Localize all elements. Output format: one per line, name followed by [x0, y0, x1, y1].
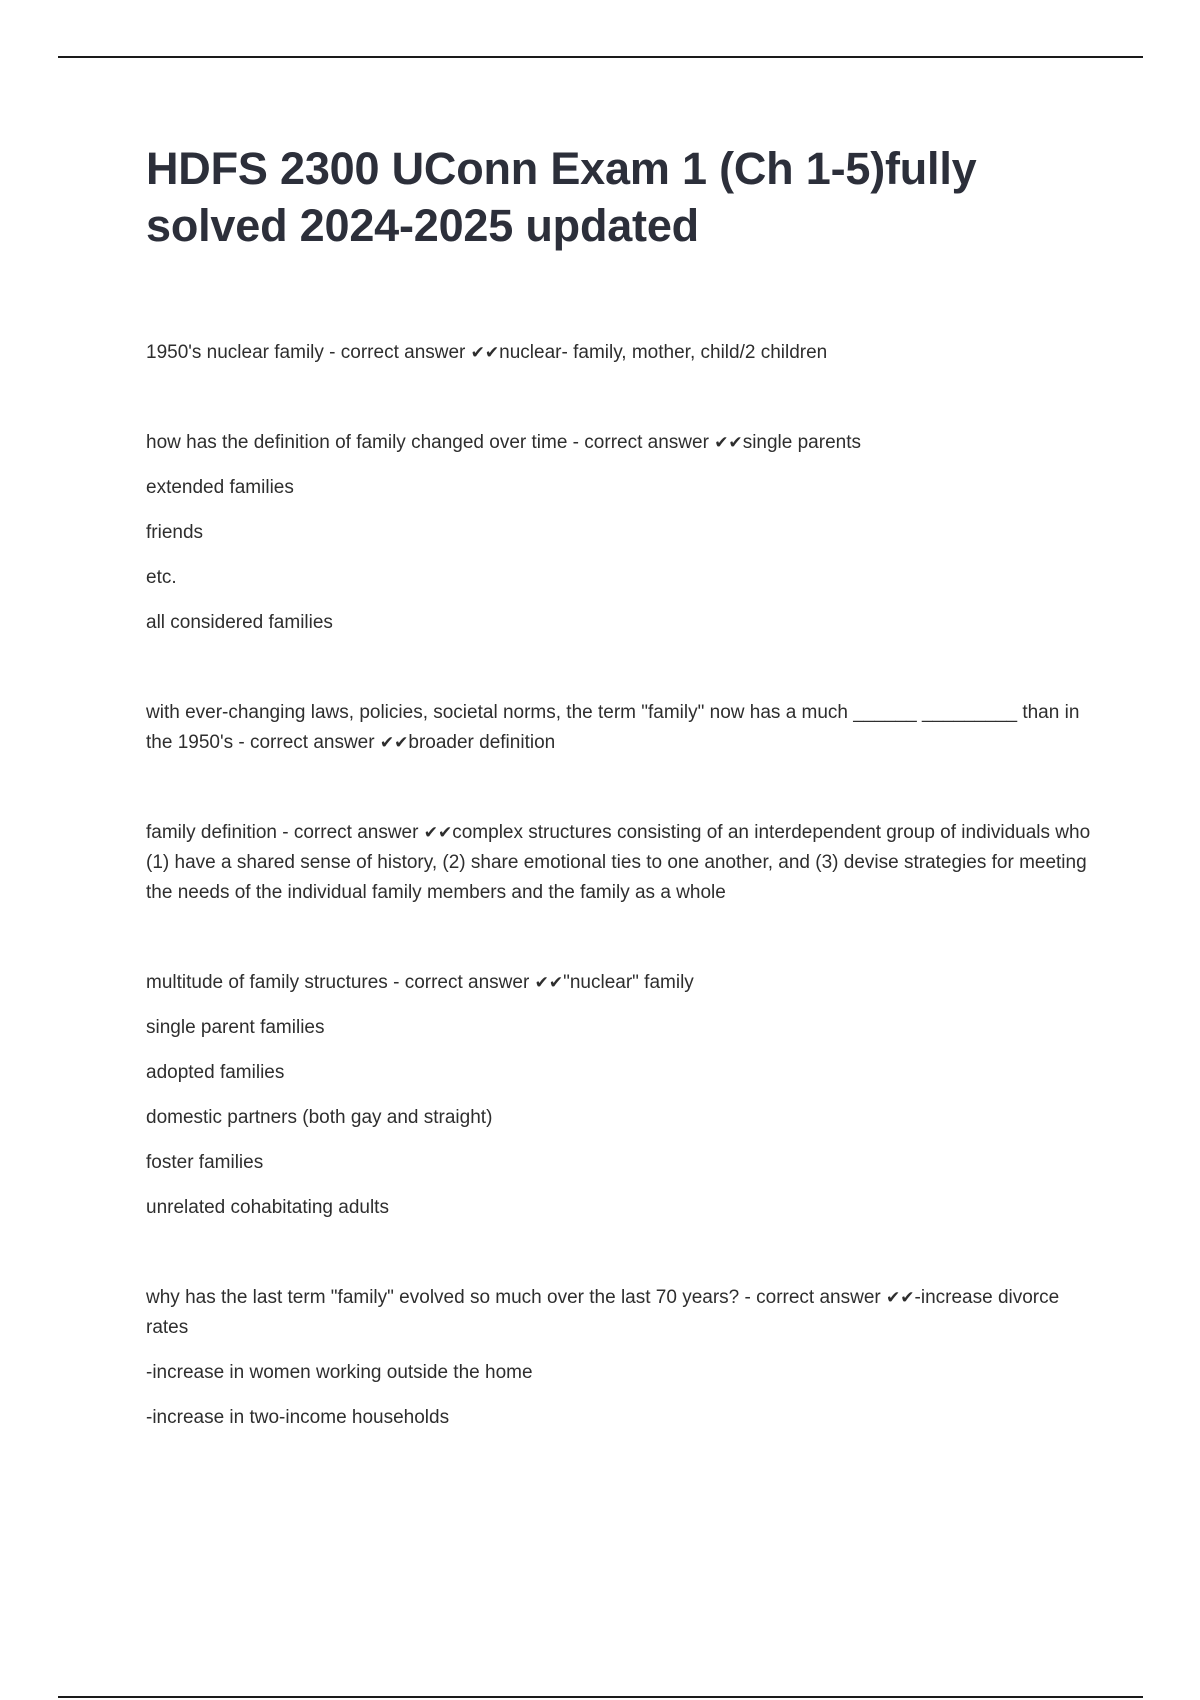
answer-line: single parent families	[146, 1017, 325, 1038]
question-text: family definition	[146, 822, 277, 843]
top-rule	[58, 56, 1143, 58]
qa-question-line: family definition - correct answer ✔✔complex structures consisting of an interdependent group of individuals who (1) have a shared sense of history, (2) share emotional ties to one another, and (3) devise strategies for meeting the needs of the individual family members and the family as a whole	[146, 822, 1091, 903]
qa-question-line: 1950's nuclear family - correct answer ✔✔nuclear- family, mother, child/2 children	[146, 342, 828, 363]
answer-line: -increase in two-income households	[146, 1407, 450, 1428]
answer-text: broader definition	[408, 732, 556, 753]
bottom-rule	[58, 1696, 1143, 1698]
answer-marker: correct answer	[584, 432, 709, 453]
check-marks-icon: ✔✔	[470, 343, 500, 363]
qa-item	[146, 968, 1096, 1223]
qa-question-line: multitude of family structures - correct answer ✔✔"nuclear" family	[146, 972, 694, 993]
document-page	[146, 140, 1096, 1493]
qa-item	[146, 818, 1096, 908]
answer-text: nuclear- family, mother, child/2 children	[499, 342, 828, 363]
check-marks-icon: ✔✔	[423, 823, 453, 843]
question-text: with ever-changing laws, policies, societal norms, the term "family" now has a much ______ _________ than in the 1950's	[146, 702, 1080, 753]
qa-item	[146, 338, 1096, 368]
qa-item	[146, 698, 1096, 758]
check-marks-icon: ✔✔	[534, 973, 564, 993]
answer-marker: correct answer	[249, 732, 375, 753]
answer-marker: correct answer	[404, 972, 530, 993]
answer-text: -increase divorce rates	[146, 1287, 1060, 1338]
qa-question-line: how has the definition of family changed over time - correct answer ✔✔single parents	[146, 432, 861, 453]
qa-list	[146, 338, 1096, 1433]
answer-marker: correct answer	[756, 1287, 881, 1308]
qa-question-line: with ever-changing laws, policies, societal norms, the term "family" now has a much ______ _________ than in the 1950's - correct answer ✔✔broader definition	[146, 702, 1080, 753]
qa-question-line: why has the last term "family" evolved so much over the last 70 years? - correct answer ✔✔-increase divorce rates	[146, 1287, 1060, 1338]
answer-line: unrelated cohabitating adults	[146, 1197, 389, 1218]
answer-marker: correct answer	[340, 342, 466, 363]
answer-line: domestic partners (both gay and straight)	[146, 1107, 493, 1128]
answer-line: -increase in women working outside the home	[146, 1362, 533, 1383]
answer-text: "nuclear" family	[563, 972, 694, 993]
document-title: HDFS 2300 UConn Exam 1 (Ch 1-5)fully solved 2024-2025 updated	[146, 143, 977, 251]
qa-item	[146, 428, 1096, 638]
check-marks-icon: ✔✔	[886, 1288, 915, 1308]
question-text: why has the last term "family" evolved so much over the last 70 years?	[146, 1287, 740, 1308]
answer-text: complex structures consisting of an interdependent group of individuals who (1) have a shared sense of history, (2) share emotional ties to one another, and (3) devise strategies for meeting the needs of the individual family members and the family as a whole	[146, 822, 1091, 903]
answer-marker: correct answer	[293, 822, 419, 843]
question-text: how has the definition of family changed over time	[146, 432, 568, 453]
question-text: 1950's nuclear family	[146, 342, 324, 363]
answer-line: all considered families	[146, 612, 333, 633]
check-marks-icon: ✔✔	[714, 433, 743, 453]
check-marks-icon: ✔✔	[379, 733, 409, 753]
answer-text: single parents	[742, 432, 861, 453]
answer-line: adopted families	[146, 1062, 285, 1083]
question-text: multitude of family structures	[146, 972, 388, 993]
qa-item	[146, 1283, 1096, 1433]
answer-line: extended families	[146, 477, 294, 498]
answer-line: friends	[146, 522, 204, 543]
answer-line: foster families	[146, 1152, 264, 1173]
answer-line: etc.	[146, 567, 177, 588]
